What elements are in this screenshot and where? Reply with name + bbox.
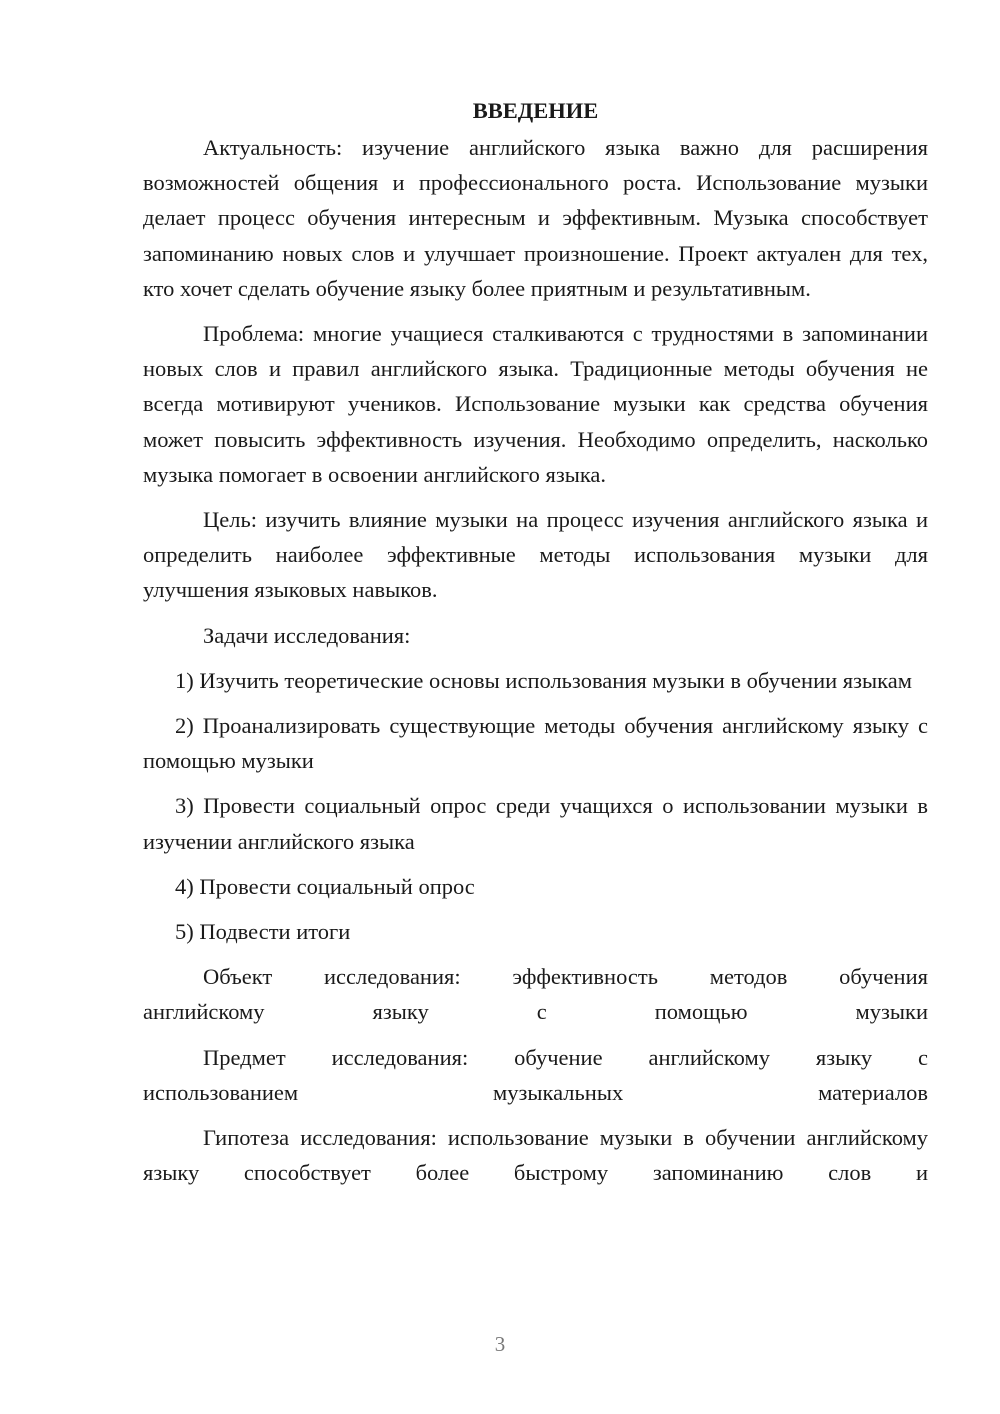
object-paragraph bbox=[143, 959, 928, 1029]
page-content bbox=[143, 93, 928, 1190]
task-item-2: 2) Проанализировать существующие методы обучения английскому языку с помощью музыки bbox=[143, 713, 928, 774]
task-item-5: 5) Подвести итоги bbox=[175, 919, 351, 945]
task-item-1: 1) Изучить теоретические основы использования музыки в обучении языкам bbox=[175, 667, 912, 693]
object-line-1: Объект исследования: эффективность методов обучения bbox=[203, 964, 928, 990]
subject-line-1: Предмет исследования: обучение английскому языку с bbox=[203, 1044, 928, 1070]
goal-paragraph: Цель: изучить влияние музыки на процесс изучения английского языка и определить наиболее эффективные методы использования музыки для улучшения языковых навыков. bbox=[143, 507, 928, 603]
page-heading: ВВЕДЕНИЕ bbox=[472, 98, 599, 123]
object-line-2: английскому языку с помощью музыки bbox=[143, 999, 928, 1025]
task-item-3: 3) Провести социальный опрос среди учащихся о использовании музыки в изучении английского языка bbox=[143, 793, 928, 854]
subject-paragraph bbox=[143, 1040, 928, 1110]
relevance-paragraph: Актуальность: изучение английского языка важно для расширения возможностей общения и профессионального роста. Использование музыки делает процесс обучения интересным и эффективным. Музыка способствует запоминанию новых слов и улучшает произношение. Проект актуален для тех, кто хочет сделать обучение языку более приятным и результативным. bbox=[143, 135, 928, 301]
hypothesis-paragraph: Гипотеза исследования: использование музыки в обучении английскому языку способствует более быстрому запоминанию слов и bbox=[143, 1125, 928, 1186]
problem-paragraph: Проблема: многие учащиеся сталкиваются с трудностями в запоминании новых слов и правил английского языка. Традиционные методы обучения не всегда мотивируют учеников. Использование музыки как средства обучения может повысить эффективность изучения. Необходимо определить, насколько музыка помогает в освоении английского языка. bbox=[143, 321, 928, 487]
tasks-title: Задачи исследования: bbox=[203, 622, 411, 648]
page-number: 3 bbox=[494, 1332, 506, 1356]
task-item-4: 4) Провести социальный опрос bbox=[175, 873, 475, 899]
subject-line-2: использованием музыкальных материалов bbox=[143, 1079, 928, 1105]
